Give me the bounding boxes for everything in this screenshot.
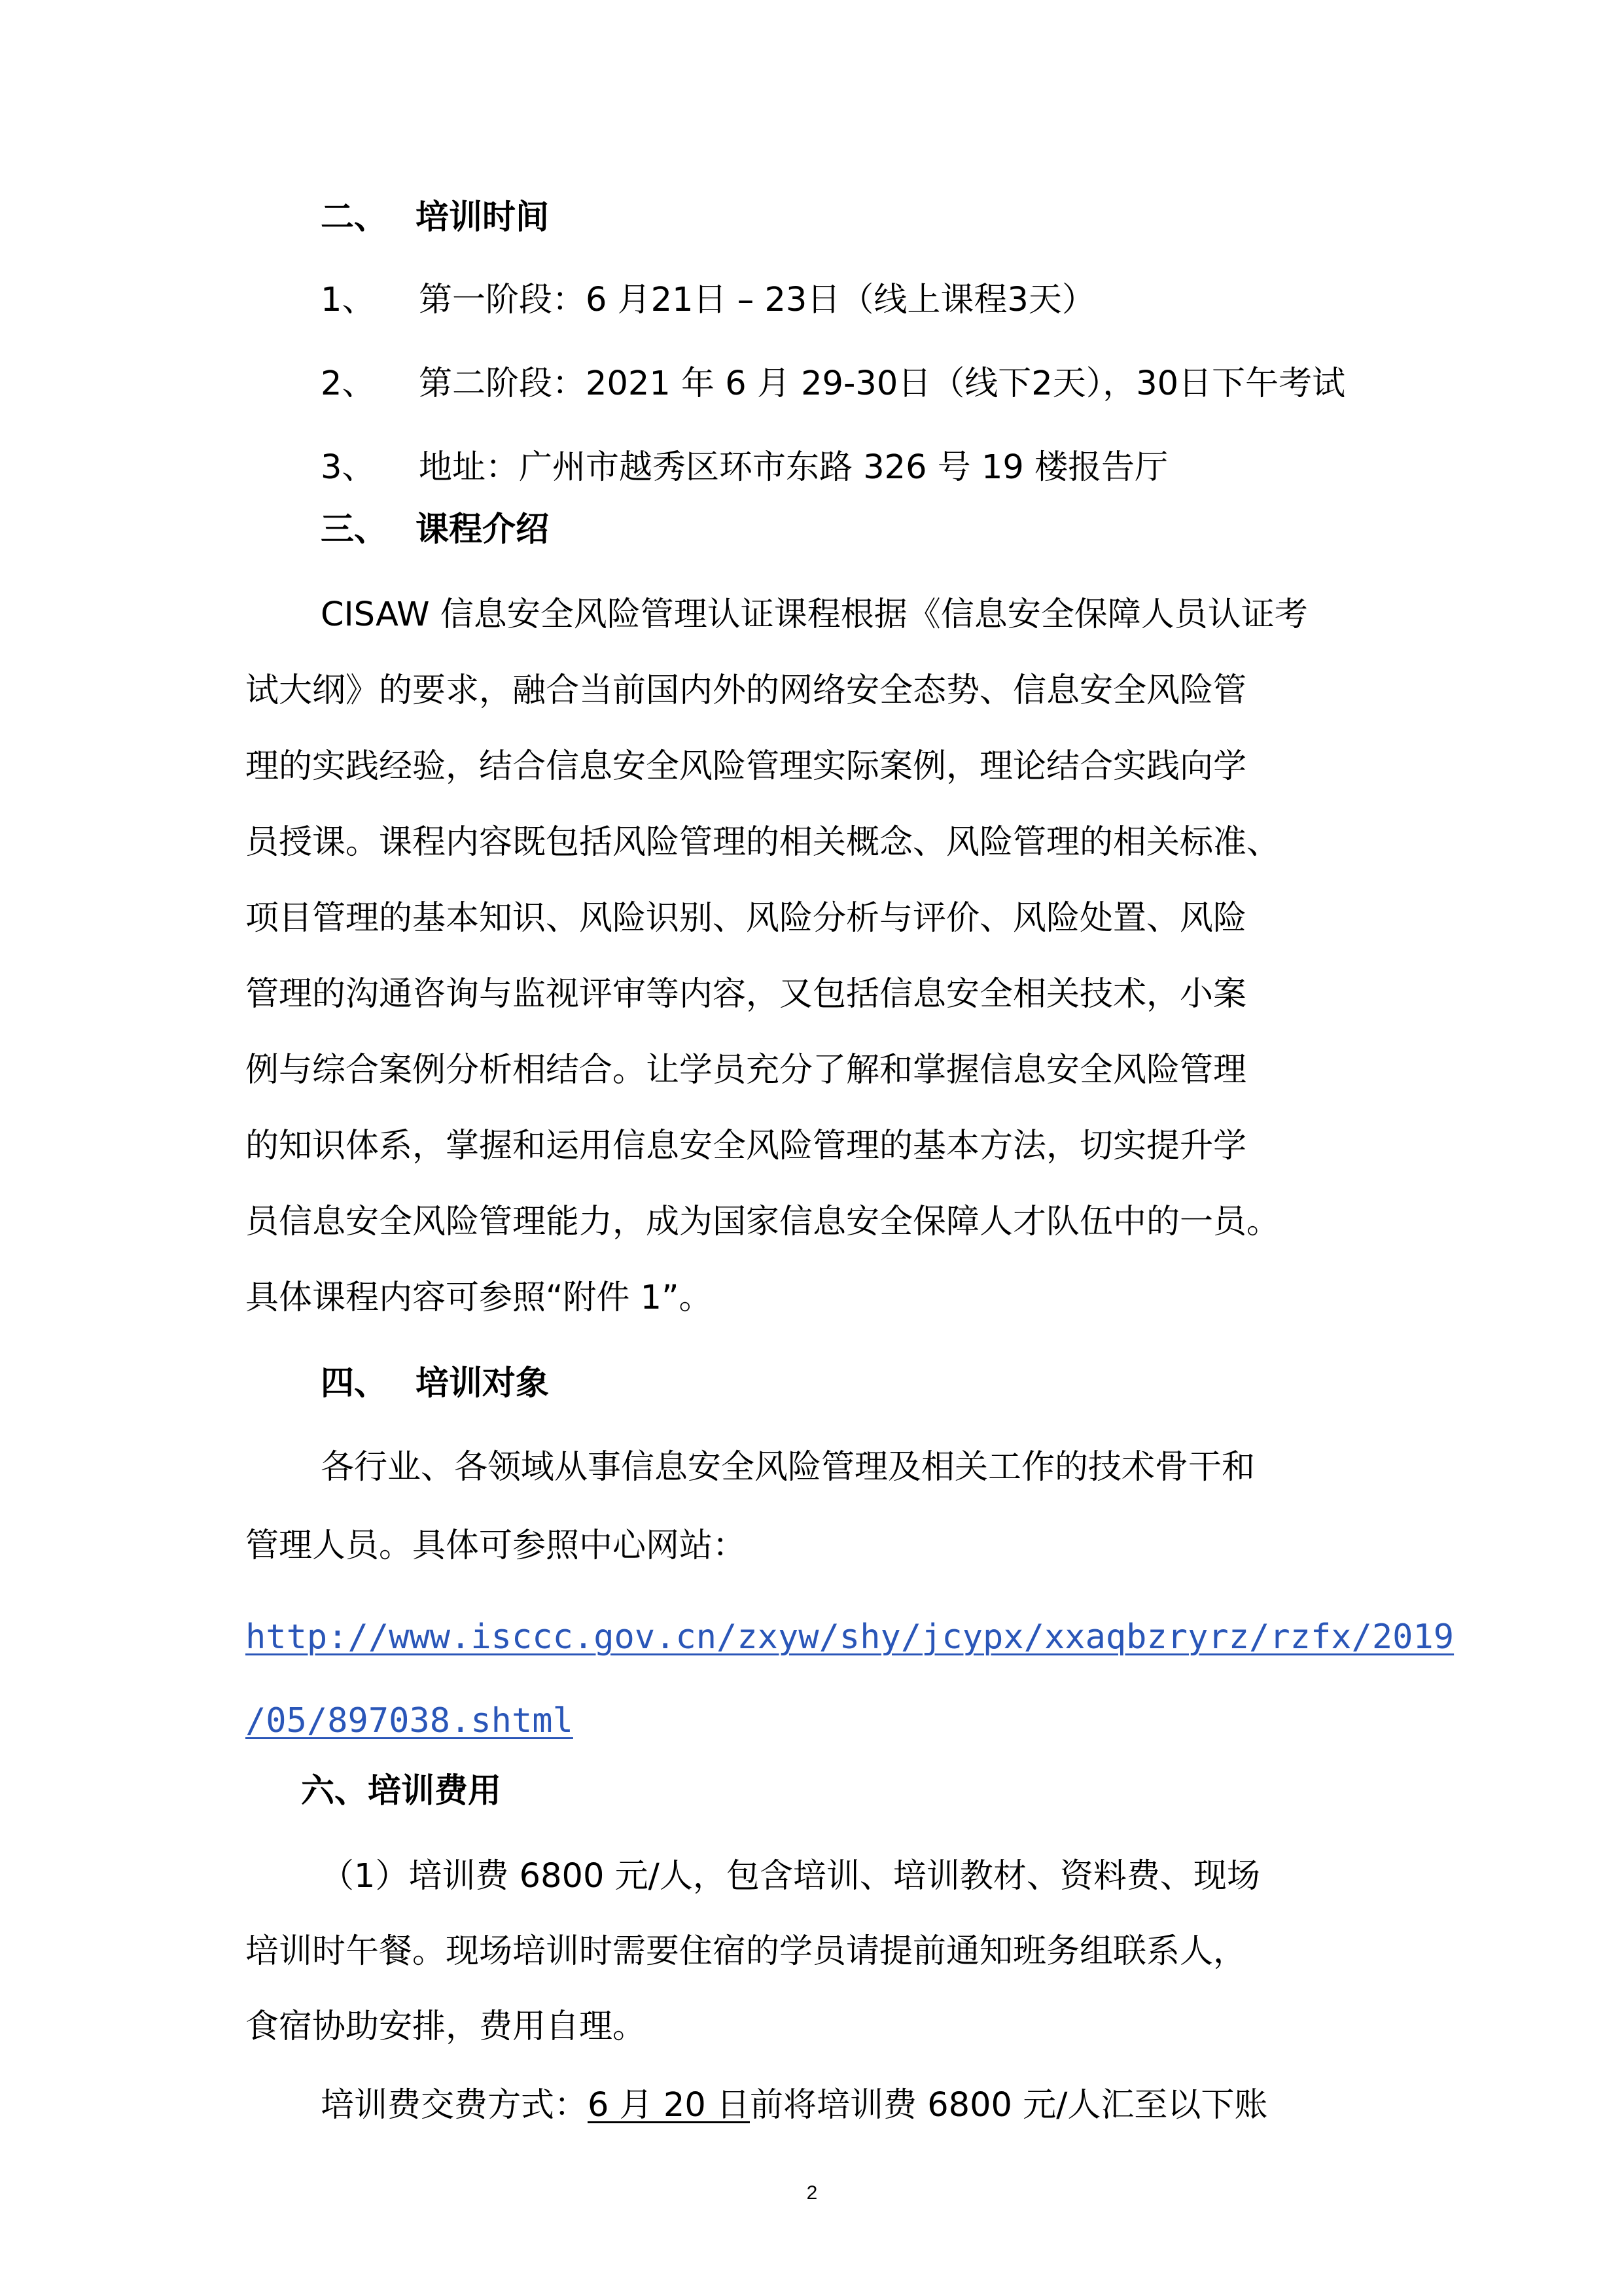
section-number: 三、	[321, 510, 388, 549]
paragraph-line: 试大纲》的要求，融合当前国内外的网络安全态势、信息安全风险管	[245, 671, 1247, 710]
paragraph-line: 具体课程内容可参照“附件 1”。	[245, 1279, 713, 1317]
paragraph-line: （1）培训费 6800 元/人，包含培训、培训教材、资料费、现场	[321, 1857, 1260, 1896]
section-heading-course-intro	[321, 507, 549, 553]
paragraph-line: 管理的沟通咨询与监视评审等内容，又包括信息安全相关技术，小案	[245, 975, 1247, 1014]
paragraph-line: 理的实践经验，结合信息安全风险管理实际案例，理论结合实践向学	[245, 747, 1247, 786]
list-item-number: 2、	[321, 364, 376, 403]
section-title: 课程介绍	[415, 510, 550, 549]
list-item	[321, 277, 1095, 323]
paragraph-line: 培训时午餐。现场培训时需要住宿的学员请提前通知班务组联系人，	[245, 1932, 1247, 1971]
center-website-link[interactable]: http://www.isccc.gov.cn/zxyw/shy/jcypx/xxaqbzryrz/rzfx/2019	[245, 1617, 1455, 1657]
paragraph-line: 例与综合案例分析相结合。让学员充分了解和掌握信息安全风险管理	[245, 1051, 1247, 1089]
section-heading-training-fee: 六、培训费用	[301, 1772, 502, 1810]
list-item-text: 第二阶段：2021 年 6 月 29-30日（线下2天），30日下午考试	[419, 364, 1346, 403]
paragraph-line: 的知识体系，掌握和运用信息安全风险管理的基本方法，切实提升学	[245, 1127, 1247, 1165]
paragraph-line: 食宿协助安排，费用自理。	[245, 2007, 646, 2046]
payment-suffix: 前将培训费 6800 元/人汇至以下账	[750, 2086, 1268, 2125]
section-number: 四、	[321, 1364, 388, 1403]
paragraph-line: 员授课。课程内容既包括风险管理的相关概念、风险管理的相关标准、	[245, 823, 1280, 862]
list-item	[321, 361, 1345, 407]
payment-method-line	[321, 2083, 1267, 2128]
payment-prefix: 培训费交费方式：	[321, 2086, 588, 2125]
section-number: 二、	[321, 198, 388, 237]
list-item-number: 1、	[321, 281, 376, 319]
paragraph-line: 管理人员。具体可参照中心网站：	[245, 1527, 747, 1565]
paragraph-line: 各行业、各领域从事信息安全风险管理及相关工作的技术骨干和	[321, 1448, 1256, 1487]
section-title: 培训时间	[415, 198, 550, 237]
paragraph-line: CISAW 信息安全风险管理认证课程根据《信息安全保障人员认证考	[321, 595, 1308, 634]
list-item-number: 3、	[321, 448, 376, 487]
payment-deadline: 6 月 20 日	[588, 2086, 750, 2125]
section-heading-training-time	[321, 195, 549, 241]
list-item-text: 第一阶段：6 月21日 – 23日（线上课程3天）	[419, 281, 1095, 319]
list-item-text: 地址：广州市越秀区环市东路 326 号 19 楼报告厅	[419, 448, 1169, 487]
paragraph-line: 员信息安全风险管理能力，成为国家信息安全保障人才队伍中的一员。	[245, 1203, 1280, 1241]
center-website-link-continued[interactable]: /05/897038.shtml	[245, 1701, 573, 1740]
section-heading-trainees	[321, 1361, 549, 1407]
section-title: 培训对象	[415, 1364, 550, 1403]
paragraph-line: 项目管理的基本知识、风险识别、风险分析与评价、风险处置、风险	[245, 899, 1247, 938]
list-item	[321, 445, 1168, 491]
page-number: 2	[806, 2182, 818, 2204]
